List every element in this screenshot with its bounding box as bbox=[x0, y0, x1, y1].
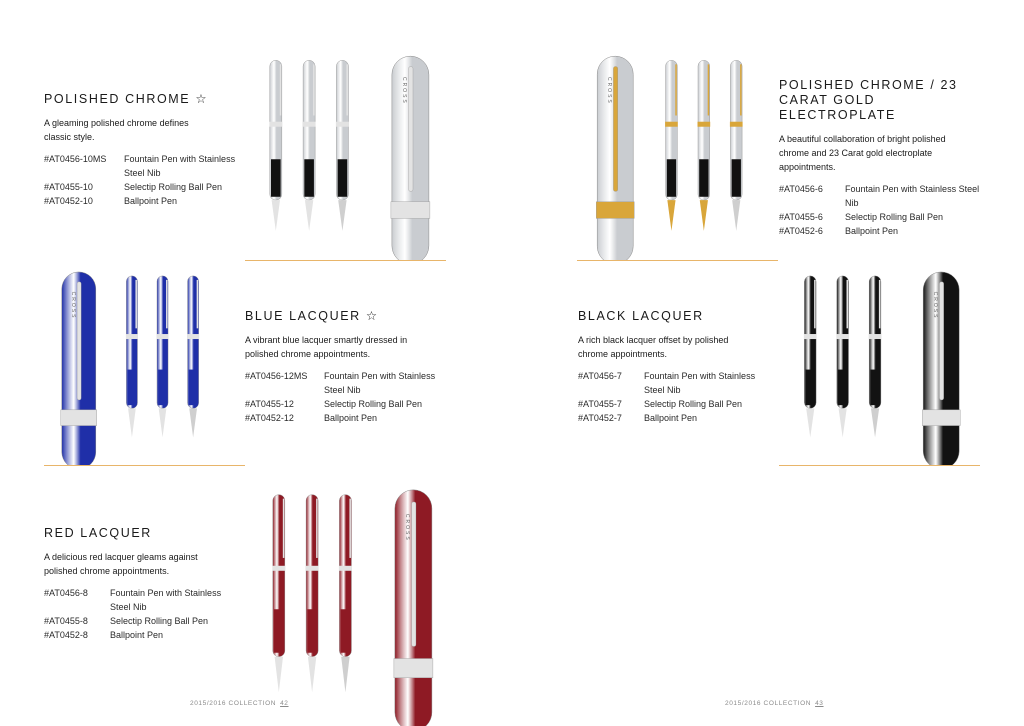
list-item bbox=[779, 224, 994, 238]
product-code: #AT0456-12MS bbox=[245, 371, 308, 381]
product-code: #AT0455-8 bbox=[44, 616, 88, 626]
section-title: BLACK LACQUER bbox=[578, 309, 704, 323]
pen-cap-closeup bbox=[922, 272, 960, 465]
pen bbox=[269, 60, 282, 231]
section-chrome-gold bbox=[779, 78, 994, 238]
product-codes-list bbox=[44, 586, 244, 642]
pen bbox=[869, 276, 882, 438]
list-item bbox=[245, 411, 445, 425]
list-item bbox=[578, 369, 778, 397]
list-item bbox=[779, 210, 994, 224]
product-code: #AT0455-10 bbox=[44, 182, 93, 192]
product-codes-list bbox=[779, 182, 994, 238]
product-name: Ballpoint Pen bbox=[124, 196, 178, 206]
section-blue-lacquer bbox=[245, 309, 445, 425]
section-description: A delicious red lacquer gleams against polished chrome appointments. bbox=[44, 552, 198, 576]
list-item bbox=[44, 194, 244, 208]
pen bbox=[730, 60, 743, 231]
pen bbox=[836, 276, 849, 438]
pen-brand-engraving: CROSS bbox=[70, 291, 76, 320]
pen-cap-closeup bbox=[61, 272, 97, 465]
pen bbox=[698, 60, 711, 231]
product-name: Fountain Pen with Stainless Steel Nib bbox=[324, 371, 436, 395]
list-item bbox=[44, 152, 244, 180]
product-name: Ballpoint Pen bbox=[644, 413, 698, 423]
footer-collection-label: 2015/2016 COLLECTION bbox=[190, 700, 277, 707]
product-name: Fountain Pen with Stainless Steel Nib bbox=[644, 371, 756, 395]
product-code: #AT0452-7 bbox=[578, 413, 622, 423]
list-item bbox=[44, 180, 244, 194]
product-name: Fountain Pen with Stainless Steel Nib bbox=[845, 184, 980, 208]
divider-rule bbox=[44, 465, 245, 466]
section-title: RED LACQUER bbox=[44, 526, 152, 540]
product-name: Selectip Rolling Ball Pen bbox=[644, 399, 743, 409]
product-code: #AT0452-8 bbox=[44, 630, 88, 640]
product-code: #AT0456-6 bbox=[779, 184, 823, 194]
section-title: POLISHED CHROME / 23 CARAT GOLD ELECTROPLATE bbox=[779, 78, 958, 122]
product-code: #AT0452-6 bbox=[779, 226, 823, 236]
page-footer-right bbox=[725, 700, 824, 707]
product-name: Selectip Rolling Ball Pen bbox=[110, 616, 209, 626]
section-description: A gleaming polished chrome defines classic style. bbox=[44, 118, 189, 142]
product-code: #AT0456-8 bbox=[44, 588, 88, 598]
product-name: Fountain Pen with Stainless Steel Nib bbox=[124, 154, 236, 178]
pen bbox=[126, 276, 138, 438]
pen bbox=[339, 495, 352, 693]
pen bbox=[804, 276, 817, 438]
page-number: 43 bbox=[815, 700, 824, 707]
product-codes-list bbox=[245, 369, 445, 425]
product-code: #AT0456-10MS bbox=[44, 154, 107, 164]
pen bbox=[303, 60, 316, 231]
product-name: Ballpoint Pen bbox=[324, 413, 378, 423]
pen-brand-engraving: CROSS bbox=[606, 76, 612, 105]
product-code: #AT0452-10 bbox=[44, 196, 93, 206]
section-title: POLISHED CHROME ☆ bbox=[44, 92, 209, 106]
section-description: A rich black lacquer offset by polished chrome appointments. bbox=[578, 335, 729, 359]
pen-brand-engraving: CROSS bbox=[932, 291, 938, 320]
list-item bbox=[779, 182, 994, 210]
pen bbox=[336, 60, 349, 231]
product-name: Ballpoint Pen bbox=[845, 226, 899, 236]
pen-image-blue-lacquer bbox=[55, 268, 225, 465]
list-item bbox=[44, 614, 244, 628]
list-item bbox=[578, 397, 778, 411]
product-code: #AT0455-6 bbox=[779, 212, 823, 222]
product-code: #AT0456-7 bbox=[578, 371, 622, 381]
divider-rule bbox=[779, 465, 980, 466]
footer-collection-label: 2015/2016 COLLECTION bbox=[725, 700, 812, 707]
pen-cap-closeup bbox=[391, 56, 430, 260]
pen-cap-closeup bbox=[394, 490, 433, 726]
pen-image-polished-chrome bbox=[255, 52, 440, 260]
pen-image-black-lacquer bbox=[790, 268, 970, 465]
product-code: #AT0455-12 bbox=[245, 399, 294, 409]
pen-image-red-lacquer bbox=[258, 485, 443, 726]
pen bbox=[157, 276, 169, 438]
pen bbox=[187, 276, 199, 438]
list-item bbox=[44, 586, 244, 614]
list-item bbox=[245, 369, 445, 397]
product-codes-list bbox=[578, 369, 778, 425]
divider-rule bbox=[245, 260, 446, 261]
section-title: BLUE LACQUER ☆ bbox=[245, 309, 379, 323]
page-number: 42 bbox=[280, 700, 289, 707]
product-name: Selectip Rolling Ball Pen bbox=[845, 212, 944, 222]
section-description: A beautiful collaboration of bright polished chrome and 23 Carat gold electroplate appointments. bbox=[779, 134, 946, 172]
section-red-lacquer bbox=[44, 526, 244, 642]
section-polished-chrome bbox=[44, 92, 244, 208]
pen-brand-engraving: CROSS bbox=[401, 76, 407, 105]
list-item bbox=[245, 397, 445, 411]
list-item bbox=[578, 411, 778, 425]
product-code: #AT0452-12 bbox=[245, 413, 294, 423]
page-footer-left bbox=[190, 700, 289, 707]
pen-brand-engraving: CROSS bbox=[404, 513, 410, 542]
pen bbox=[272, 495, 285, 693]
section-description: A vibrant blue lacquer smartly dressed in polished chrome appointments. bbox=[245, 335, 408, 359]
product-name: Ballpoint Pen bbox=[110, 630, 164, 640]
pen-image-chrome-gold bbox=[590, 52, 770, 260]
pen bbox=[306, 495, 319, 693]
product-code: #AT0455-7 bbox=[578, 399, 622, 409]
list-item bbox=[44, 628, 244, 642]
pen bbox=[665, 60, 678, 231]
product-codes-list bbox=[44, 152, 244, 208]
divider-rule bbox=[577, 260, 778, 261]
section-black-lacquer bbox=[578, 309, 778, 425]
product-name: Fountain Pen with Stainless Steel Nib bbox=[110, 588, 222, 612]
product-name: Selectip Rolling Ball Pen bbox=[324, 399, 423, 409]
product-name: Selectip Rolling Ball Pen bbox=[124, 182, 223, 192]
pen-cap-closeup bbox=[596, 56, 634, 260]
